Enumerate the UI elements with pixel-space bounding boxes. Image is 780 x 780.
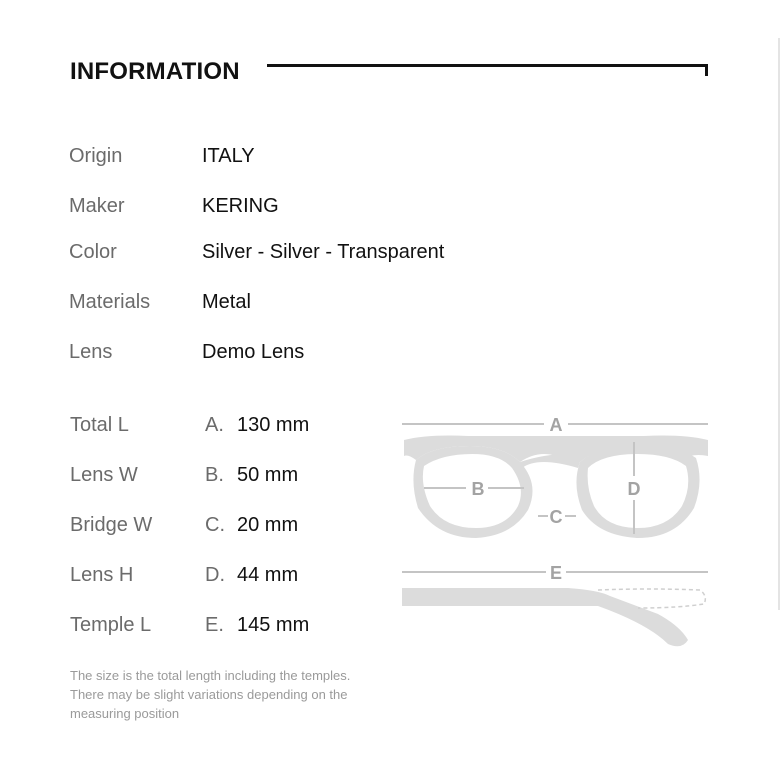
- size-label: Lens W: [70, 464, 138, 486]
- info-row-origin: [0, 145, 400, 175]
- size-row-lens-height: [0, 564, 400, 594]
- dim-letter-d: D: [627, 479, 641, 499]
- size-label: Lens H: [70, 564, 134, 586]
- size-letter: B.: [205, 464, 224, 486]
- bridge-width-guide: [538, 507, 576, 527]
- size-letter: E.: [205, 614, 224, 636]
- glasses-temple-arm: [402, 588, 705, 646]
- section-title: INFORMATION: [70, 58, 240, 85]
- info-row-materials: [0, 291, 400, 321]
- size-row-bridge-width: [0, 514, 400, 544]
- size-value: 145 mm: [237, 614, 310, 636]
- info-value: Demo Lens: [202, 341, 305, 363]
- size-value: 50 mm: [237, 464, 299, 486]
- size-value: 44 mm: [237, 564, 299, 586]
- info-label: Origin: [69, 145, 123, 167]
- info-label: Lens: [69, 341, 113, 363]
- info-row-lens: [0, 341, 400, 371]
- size-value: 20 mm: [237, 514, 299, 536]
- info-label: Maker: [69, 195, 125, 217]
- info-label: Materials: [69, 291, 151, 313]
- lens-width-guide: [424, 479, 524, 499]
- info-value: Metal: [202, 291, 251, 313]
- dim-letter-b: B: [471, 479, 485, 499]
- info-label: Color: [69, 241, 117, 263]
- size-letter: A.: [205, 414, 224, 436]
- size-row-temple-length: [0, 614, 400, 644]
- temple-length-guide: [402, 563, 708, 583]
- size-value: 130 mm: [237, 414, 310, 436]
- size-row-lens-width: [0, 464, 400, 494]
- size-label: Total L: [70, 414, 129, 436]
- size-label: Temple L: [70, 614, 152, 636]
- info-value: KERING: [202, 195, 279, 217]
- size-letter: C.: [205, 514, 225, 536]
- dim-letter-c: C: [549, 507, 563, 527]
- dim-letter-e: E: [549, 563, 563, 583]
- size-row-total-length: [0, 414, 400, 444]
- info-row-maker: [0, 195, 400, 225]
- size-letter: D.: [205, 564, 225, 586]
- dim-letter-a: A: [549, 415, 563, 435]
- glasses-dimension-diagram: [398, 410, 714, 655]
- size-label: Bridge W: [70, 514, 153, 536]
- size-disclaimer-note: The size is the total length including the temples. There may be slight variations depending on the measuring position: [70, 668, 351, 721]
- info-value: Silver - Silver - Transparent: [202, 241, 445, 263]
- title-rule-end-tick: [705, 64, 708, 76]
- info-value: ITALY: [202, 145, 255, 167]
- info-row-color: [0, 241, 445, 271]
- title-rule: [267, 64, 707, 67]
- total-length-guide: [402, 415, 708, 435]
- lens-height-guide: [628, 442, 641, 534]
